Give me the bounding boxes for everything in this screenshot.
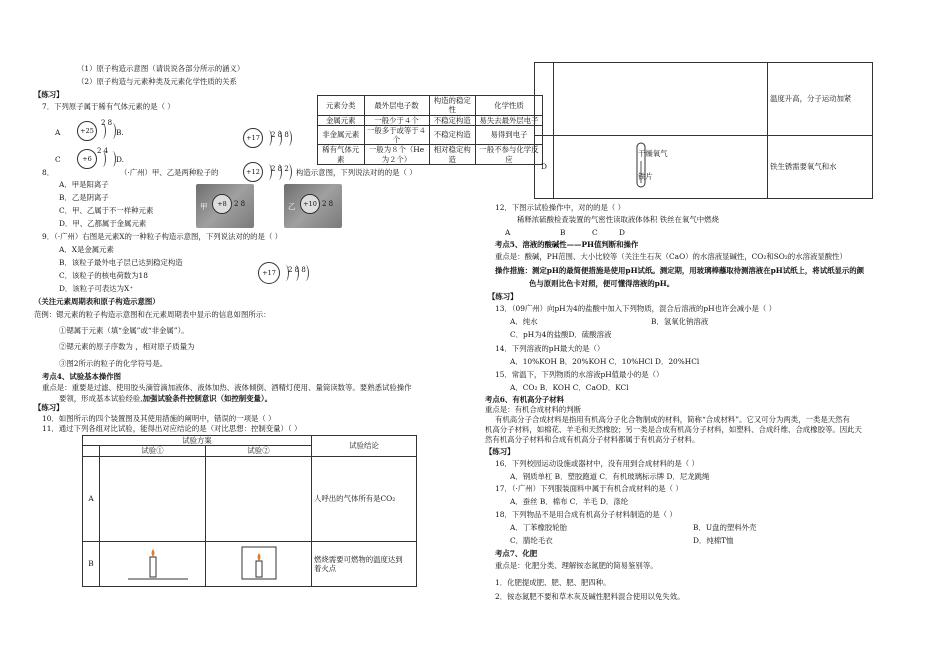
question-13: 13．（09广州）向pH为4的盐酸中加入下列物质，混合后溶液的pH也许会减小是（ ） bbox=[495, 304, 777, 313]
q12-option-a: A bbox=[505, 228, 511, 237]
row-d-label: D bbox=[535, 136, 554, 199]
q9-option-b: B．该粒子最外电子层已达到稳定构造 bbox=[59, 258, 183, 267]
q18-option-c: C．腈纶毛衣 bbox=[510, 536, 553, 545]
example-item-3: ③图2所示的粒子的化学符号是。 bbox=[59, 359, 168, 368]
topic-6-text-2: 机高分子材料，如棉花、羊毛和天然橡胶；另一类是合成有机高分子材料，如塑料、合成纤维、合成橡胶等。因此天 bbox=[485, 425, 862, 434]
col-header: 化学性质 bbox=[476, 96, 543, 116]
q7-option-d: D. bbox=[116, 155, 125, 164]
iron-rust-illustration bbox=[554, 136, 768, 199]
q9-option-a: A．X是金属元素 bbox=[59, 245, 114, 254]
q12-option-b: B bbox=[560, 228, 566, 237]
question-7: 7．下列原子属于稀有气体元素的是（ ） bbox=[42, 102, 175, 111]
nucleus: +8 bbox=[212, 194, 232, 214]
topic-4-heading: 考点4、试验基本操作图 bbox=[42, 372, 122, 381]
topic-7-heading: 考点7、化肥 bbox=[495, 549, 538, 558]
q13-option-cd: C．pH为4的盐酸D．硫酸溶液 bbox=[510, 330, 612, 339]
topic-6-text-1: 有机高分子合成材料是指用有机高分子化合物制成的材料，简称“合成材料”。它又可分为两类，一类是天然有 bbox=[495, 415, 850, 424]
col-header: 元素分类 bbox=[318, 96, 365, 116]
ion-yi-label: 乙 bbox=[288, 202, 296, 211]
question-9: 9．（·广州）右图是元素X的一种粒子构造示意图，下列说法对的的是（ ） bbox=[42, 232, 283, 241]
atom-diagram-x bbox=[258, 262, 310, 284]
topic-6-heading: 考点6、有机高分子材料 bbox=[485, 395, 565, 404]
practice-heading: 【练习】 bbox=[485, 447, 515, 456]
shell-electrons: 2 8 bbox=[234, 199, 246, 208]
ion-jia-diagram bbox=[212, 194, 245, 214]
q12-subcaptions: 稀释浓硫酸检查装置的气密性读取液体体积 铁丝在氧气中燃烧 bbox=[517, 215, 719, 224]
q7-option-c: C bbox=[55, 155, 61, 164]
question-11: 11．通过下列各组对比试验，能得出对应结论的是（对比思想：控制变量）（ ） bbox=[42, 424, 302, 433]
topic-5-operation-2: 色与原则比色卡对照，便可懂得溶液的pH。 bbox=[529, 279, 675, 288]
q18-option-d: D．纯棉T恤 bbox=[693, 536, 734, 545]
beaker-candle-icon bbox=[214, 543, 304, 583]
atom-diagram-d bbox=[243, 162, 293, 182]
table-cell: 金属元素 bbox=[318, 115, 365, 125]
example-intro: 范例：锶元素的粒子构造示意图和在元素周期表中显示的信息如图所示： bbox=[34, 310, 271, 319]
q12-option-c: C bbox=[592, 228, 598, 237]
shell-electrons: 2 8 bbox=[322, 199, 334, 208]
nucleus: +6 bbox=[77, 149, 97, 169]
ion-yi-diagram bbox=[300, 194, 333, 214]
row-d-conclusion: 铁生锈需要氧气和水 bbox=[768, 136, 873, 199]
topic-6-focus: 重点是：有机合成材料的判断 bbox=[485, 405, 582, 414]
shell-electrons: 2 8 8 bbox=[288, 266, 306, 274]
q9-option-c: C．该粒子的核电荷数为18 bbox=[59, 271, 148, 280]
question-8-text: （·广州）甲、乙是两种粒子的 bbox=[120, 168, 219, 177]
question-10: 10．如图所示的四个装置图及其使用措施的阐明中，错误的一项是（ ） bbox=[42, 414, 276, 423]
experiment-table bbox=[82, 435, 417, 587]
q8-option-c: C．甲、乙属于不一样种元素 bbox=[59, 206, 154, 215]
row-c-conclusion: 温度升高，分子运动加紧 bbox=[768, 63, 873, 136]
table-cell: 相对稳定构造 bbox=[429, 145, 476, 165]
q7-option-b: B. bbox=[116, 128, 124, 137]
element-table bbox=[317, 95, 543, 165]
topic-7-item-2: 2．铵态氮肥不要和草木灰及碱性肥料混合使用以免失效。 bbox=[495, 592, 685, 601]
shell-electrons: 2 8 8 bbox=[271, 131, 289, 139]
q12-option-d: D bbox=[619, 228, 625, 237]
shell-electrons: 2 8 2 bbox=[271, 165, 289, 173]
table-cell: 稀有气体元素 bbox=[318, 145, 365, 165]
question-15: 15．常温下，下列物质的水溶液pH值最小的是（） bbox=[495, 370, 664, 379]
topic-6-text-3: 然有机高分子材料和合成有机高分子材料都属于有机高分子材料。 bbox=[485, 435, 700, 444]
topic-5-text: 重点是：酸碱，PH范围、大小比较等（关注生石灰（CaO）的水溶液显碱性，CO₂和SO₂的水溶液显酸性） bbox=[495, 252, 847, 261]
table-cell: 一般多于或等于４个 bbox=[364, 125, 429, 145]
table-header-exp2: 试验② bbox=[206, 446, 312, 456]
q9-option-d: D．该粒子可表达为X⁺ bbox=[59, 284, 134, 293]
example-item-2: ②锶元素的原子序数为 ，相对原子质量为 bbox=[59, 342, 195, 351]
table-cell: 易得到电子 bbox=[476, 125, 543, 145]
table-header-conclusion: 试验结论 bbox=[312, 436, 417, 457]
table-header-plan: 试验方案 bbox=[83, 436, 312, 446]
row-a-label: A bbox=[83, 456, 100, 541]
nucleus: +12 bbox=[243, 162, 263, 182]
topic-4-text: 重点是：重要是过滤、使用胶头滴管滴加液体、液体加热、液体倾倒、酒精灯使用、量筒读数等。要熟悉试验操作 bbox=[42, 383, 412, 392]
atom-diagram-b bbox=[243, 128, 293, 148]
row-b-label: B bbox=[83, 541, 100, 587]
text-l2: （2）原子构造与元素种类及元素化学性质的关系 bbox=[77, 77, 237, 86]
question-17: 17．（·广州）下列服装面料中属于有机合成材料的是（ ） bbox=[495, 484, 683, 493]
practice-heading: 【练习】 bbox=[34, 403, 64, 412]
practice-heading: 【练习】 bbox=[34, 90, 64, 99]
topic-5-heading: 考点5、溶液的酸碱性——PH值判断和操作 bbox=[495, 240, 639, 249]
question-14: 14．下列溶液的pH最大的是（） bbox=[495, 344, 605, 353]
topic-7-text: 重点是：化肥分类、理解铵态氮肥的简易鉴别等。 bbox=[495, 561, 658, 570]
example-item-1: ①锶属于元素（填“金属”或“非金属”）。 bbox=[59, 326, 189, 335]
q13-option-b: B．氢氧化钠溶液 bbox=[651, 317, 709, 326]
nucleus: +17 bbox=[258, 262, 280, 284]
topic-4-text-2: 要领，形成基本试验经验,加强试验条件控制意识（如控制变量）。 bbox=[59, 394, 272, 403]
q8-option-b: B．乙是阴离子 bbox=[59, 193, 109, 202]
dry-oxygen-label: 干燥氧气 bbox=[638, 149, 668, 158]
question-12: 12．下图示试验操作中，对的的是（ ） bbox=[495, 203, 626, 212]
experiment-1-illustration bbox=[100, 541, 206, 587]
table-cell: 易失去最外层电子 bbox=[476, 115, 543, 125]
table-cell: 不稳定构造 bbox=[429, 125, 476, 145]
relation-note: （关注元素周期表和原子构造示意图） bbox=[34, 297, 160, 306]
table-header-exp1: 试验① bbox=[100, 446, 206, 456]
text-l1: （1）原子构造示意图（请说说各部分所示的涵义） bbox=[77, 64, 245, 73]
row-a-conclusion: 人呼出的气体所有是CO₂ bbox=[312, 456, 417, 541]
nucleus: +10 bbox=[300, 194, 320, 214]
q16-options: A．钢质单杠 B．塑胶跑道 C．有机玻璃标示牌 D．尼龙跳绳 bbox=[510, 472, 710, 481]
question-8-text-2: 构造示意图，下列说法对的的是（ ） bbox=[296, 168, 417, 177]
q18-option-b: B．U盘的塑料外壳 bbox=[693, 523, 757, 532]
q15-options: A．CO₂ B．KOH C．CaOD．KCl bbox=[510, 383, 629, 392]
q18-option-a: A．丁苯橡胶轮胎 bbox=[510, 523, 568, 532]
table-cell: 一般为８个（He为２个） bbox=[364, 145, 429, 165]
q13-option-a: A．纯水 bbox=[510, 317, 538, 326]
atom-diagram-a bbox=[77, 121, 117, 141]
q17-options: A．蚕丝 B．棉布 C．羊毛 D．涤纶 bbox=[510, 497, 629, 506]
topic-5-operation: 操作措施：测定pH的最简便措施是使用pH试纸。测定期，用玻璃棒蘸取待测溶液在pH试纸上，将试纸显示的颜 bbox=[495, 266, 865, 275]
table-cell: 一般少于４个 bbox=[364, 115, 429, 125]
shell-electrons: 2 8 bbox=[101, 119, 113, 127]
topic-7-item-1: 1．化肥提成肥、肥、肥、肥四种。 bbox=[495, 578, 611, 587]
question-16: 16．下列校园运动设施或器材中，没有用到合成材料的是（ ） bbox=[495, 459, 699, 468]
practice-heading: 【练习】 bbox=[488, 292, 518, 301]
iron-sheet-label: 铁片 bbox=[638, 172, 653, 181]
table-cell: 不稳定构造 bbox=[429, 115, 476, 125]
row-b-conclusion: 燃烧需要可燃物的温度达到 着火点 bbox=[312, 541, 417, 587]
q8-option-a: A．甲是阳离子 bbox=[59, 180, 109, 189]
question-18: 18．下列物品不是用合成有机高分子材料制造的是（ ） bbox=[495, 510, 677, 519]
table-cell: 一般不参与化学反应 bbox=[476, 145, 543, 165]
experiment-table-right bbox=[534, 62, 873, 199]
col-header: 最外层电子数 bbox=[364, 96, 429, 116]
question-8-num: 8． bbox=[42, 168, 55, 177]
atom-diagram-c bbox=[77, 149, 117, 169]
q14-options: A．10%KOH B．20%KOH C．10%HCl D．20%HCl bbox=[510, 357, 700, 366]
table-cell: 非金属元素 bbox=[318, 125, 365, 145]
candle-icon bbox=[108, 543, 198, 583]
col-header: 构造的稳定性 bbox=[429, 96, 476, 116]
q7-option-a: A bbox=[55, 128, 61, 137]
nucleus: +17 bbox=[243, 128, 263, 148]
experiment-2-illustration bbox=[206, 541, 312, 587]
nucleus: +25 bbox=[77, 121, 97, 141]
q8-option-d: D．甲、乙都属于金属元素 bbox=[59, 219, 147, 228]
shell-electrons: 2 4 bbox=[97, 147, 109, 155]
ion-jia-label: 甲 bbox=[200, 202, 208, 211]
